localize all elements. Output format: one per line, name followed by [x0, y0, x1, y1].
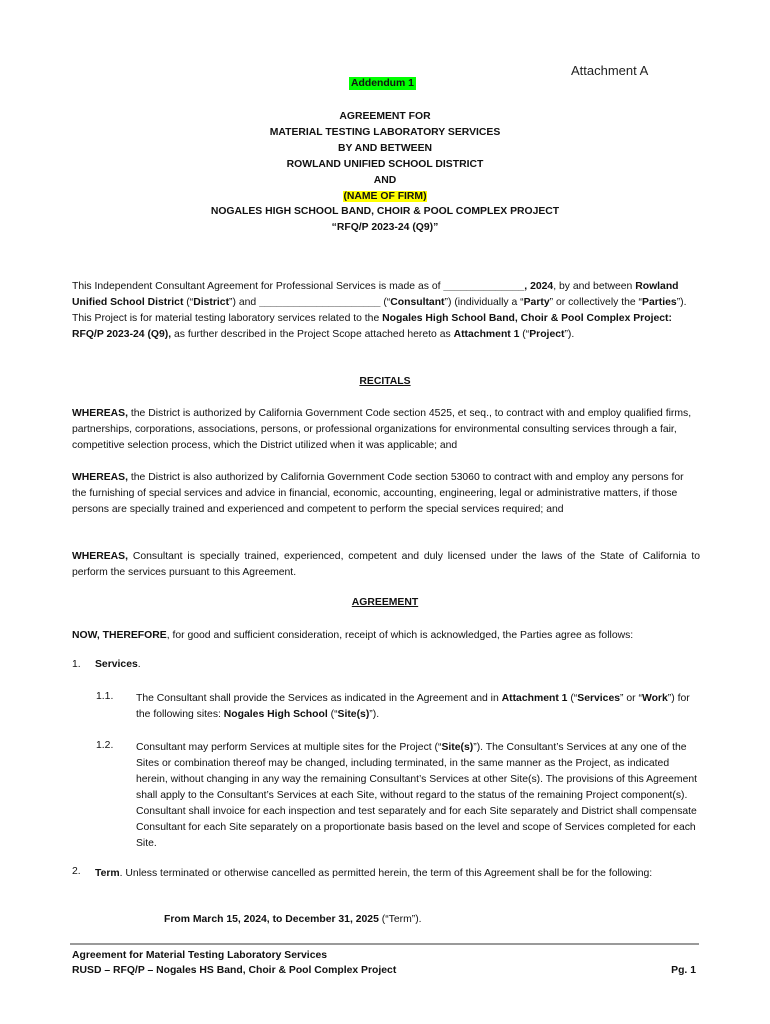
recitals-heading: RECITALS: [359, 376, 411, 387]
footer-project: RUSD – RFQ/P – Nogales HS Band, Choir & Pool Complex Project: [72, 965, 397, 976]
text: as further described in the Project Scope attached hereto as: [171, 329, 454, 340]
section-number: 2.: [72, 866, 81, 877]
now-therefore-paragraph: [72, 628, 700, 644]
district-name: Rowland Unified School District: [72, 281, 679, 308]
defined-term: Consultant: [390, 297, 445, 308]
text: Consultant may perform Services at multiple sites for the Project (“: [136, 742, 442, 753]
document-title: [0, 109, 770, 236]
text: (“: [567, 693, 578, 704]
addendum-label: Addendum 1: [351, 78, 414, 89]
title-line: AGREEMENT FOR: [339, 111, 431, 122]
text: The Consultant shall provide the Services as indicated in the Agreement and in: [136, 693, 502, 704]
text: ”). This Project is for material testing laboratory services related to the: [72, 297, 687, 324]
title-line: NOGALES HIGH SCHOOL BAND, CHOIR & POOL COMPLEX PROJECT: [210, 206, 560, 218]
whereas-lead: WHEREAS,: [72, 408, 128, 419]
title-line: BY AND BETWEEN: [337, 142, 433, 154]
text: , for good and sufficient consideration, receipt of which is acknowledged, the Parties agree as follows:: [166, 630, 634, 641]
subsection-number: 1.2.: [96, 740, 114, 751]
defined-term: Parties: [642, 297, 677, 308]
recital-paragraph: [72, 549, 700, 581]
consultant-blank: _____________________: [259, 297, 381, 308]
agreement-heading: AGREEMENT: [351, 597, 419, 608]
date-blank: ______________, 2024: [443, 281, 554, 292]
subsection-1-2: [136, 740, 700, 852]
text: the District is also authorized by California Government Code section 53060 to contract with and employ any persons for the furnishing of special services and advice in financial, economic, accounting, engineering, legal or administrative matters, if those persons are specially trained and experienced and competent to perform the special services required; and: [72, 472, 684, 515]
text: (“: [519, 329, 530, 340]
section-number: 1.: [72, 659, 81, 670]
site-name: Nogales High School: [223, 709, 328, 720]
intro-paragraph: [72, 279, 700, 343]
services-title: Services: [95, 659, 138, 670]
page-number: Pg. 1: [671, 965, 696, 976]
title-line: MATERIAL TESTING LABORATORY SERVICES: [269, 126, 501, 138]
footer-divider: [70, 943, 699, 945]
title-line: ROWLAND UNIFIED SCHOOL DISTRICT: [286, 158, 484, 170]
page-footer: [72, 948, 698, 978]
term-dates: [164, 914, 422, 925]
text: . Unless terminated or otherwise cancelled as permitted herein, the term of this Agreement shall be for the following:: [119, 868, 653, 879]
text: ”) and: [229, 297, 260, 308]
text: ”).: [369, 709, 380, 720]
title-line: AND: [373, 174, 397, 186]
defined-term: Services: [577, 693, 621, 704]
text: ” or collectively the “: [549, 297, 643, 308]
defined-term: District: [193, 297, 230, 308]
text: .: [137, 659, 141, 670]
recital-paragraph: [72, 470, 700, 518]
text: (“: [380, 297, 391, 308]
defined-term: Site(s): [337, 709, 370, 720]
defined-term: Site(s): [441, 742, 474, 753]
firm-name-placeholder: (NAME OF FIRM): [343, 190, 427, 202]
text: ”) (individually a “: [444, 297, 524, 308]
text: ”).: [564, 329, 575, 340]
whereas-lead: WHEREAS,: [72, 551, 128, 562]
text: (“Term”).: [378, 914, 422, 925]
text: This Independent Consultant Agreement for Professional Services is made as of: [72, 281, 444, 292]
subsection-number: 1.1.: [96, 691, 114, 702]
text: Consultant is specially trained, experienced, competent and duly licensed under the laws of the State of California to perform the services pursuant to this Agreement.: [72, 551, 700, 578]
text: ” or “: [620, 693, 642, 704]
project-name: Nogales High School Band, Choir & Pool Complex Project: RFQ/P 2023-24 (Q9),: [72, 313, 672, 340]
term-title: Term: [95, 868, 120, 879]
text: ”). The Consultant’s Services at any one of the Sites or combination thereof may be changed, including terminated, in the same manner as the Project, as indicated herein, without changing in any way the remaining Consultant’s Services at other Site(s). The provisions of this Agreement shall apply to the Consultant’s Services at each Site, without regard to the status of the remaining Project component(s). Consultant shall invoice for each inspection and test separately and for each Site separately and District shall compensate Consultant for each Site separately on a proportionate basis based on the level and scope of Services completed for each Site.: [136, 742, 698, 849]
subsection-1-1: [136, 691, 700, 723]
text: ”) for the following sites:: [136, 693, 690, 720]
recital-paragraph: [72, 406, 700, 454]
now-therefore-lead: NOW, THEREFORE: [72, 630, 167, 641]
defined-term: Project: [529, 329, 565, 340]
text: (“: [327, 709, 338, 720]
section-2-term: [95, 866, 700, 882]
term-date-range: From March 15, 2024, to December 31, 2025: [164, 914, 379, 925]
title-line: “RFQ/P 2023-24 (Q9)”: [331, 222, 439, 234]
defined-term: Work: [641, 693, 668, 704]
text: the District is authorized by California Government Code section 4525, et seq., to contract with and employ qualified firms, partnerships, corporations, associations, persons, or professional organizations for environmental consulting services through a fair, competitive selection process, which the District utilized when it was applicable; and: [72, 408, 692, 451]
attachment-label: Attachment A: [571, 63, 649, 78]
defined-term: Party: [523, 297, 550, 308]
section-title: [95, 659, 141, 670]
text: , by and between: [553, 281, 636, 292]
whereas-lead: WHEREAS,: [72, 472, 128, 483]
attachment-reference: Attachment 1: [501, 693, 568, 704]
text: (“: [183, 297, 194, 308]
attachment-reference: Attachment 1: [453, 329, 520, 340]
footer-title: Agreement for Material Testing Laboratory Services: [72, 950, 328, 961]
